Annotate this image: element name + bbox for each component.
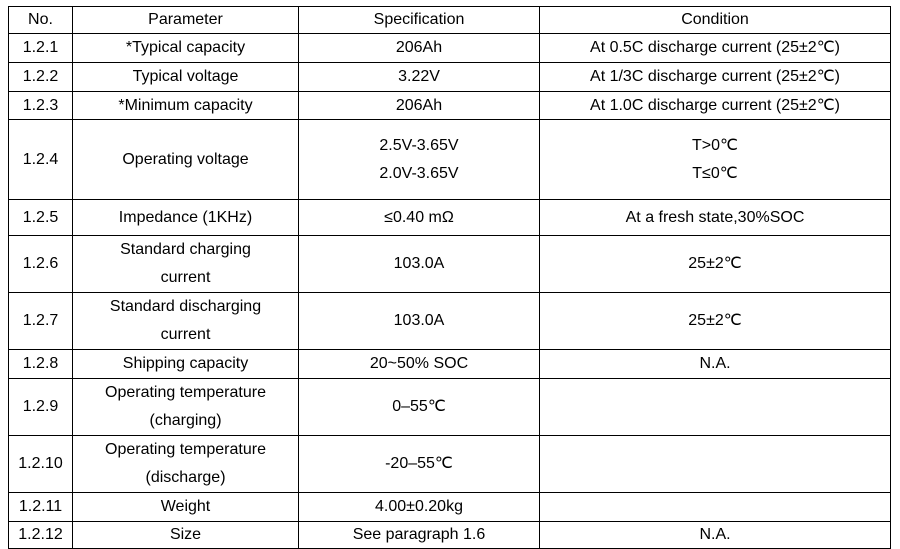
cell-specification-text: 206Ah (395, 96, 443, 114)
header-condition: Condition (540, 7, 891, 34)
cell-condition (540, 63, 891, 92)
cell-condition-text: At a fresh state,30%SOC (625, 208, 805, 226)
cell-specification (299, 379, 540, 436)
cell-no: 1.2.11 (9, 493, 73, 522)
cell-specification-text: 206Ah (395, 39, 443, 56)
cell-parameter-text: Operating temperature (105, 441, 266, 458)
table-row (9, 236, 891, 293)
cell-parameter (73, 436, 299, 493)
cell-parameter-text: Shipping capacity (122, 355, 249, 372)
cell-specification-text: -20–55℃ (385, 455, 453, 472)
cell-no: 1.2.8 (9, 350, 73, 379)
table-row (9, 293, 891, 350)
cell-condition (540, 293, 891, 350)
cell-condition (540, 92, 891, 120)
cell-specification-text: See paragraph 1.6 (352, 526, 486, 543)
table-row (9, 120, 891, 200)
cell-no: 1.2.1 (9, 34, 73, 63)
cell-specification (299, 200, 540, 236)
cell-specification (299, 63, 540, 92)
cell-condition (540, 522, 891, 549)
cell-specification-text: 2.0V-3.65V (379, 164, 459, 182)
specification-table (8, 6, 891, 549)
cell-specification (299, 120, 540, 200)
cell-no: 1.2.4 (9, 120, 73, 200)
header-row (9, 7, 891, 34)
cell-parameter (73, 379, 299, 436)
cell-specification (299, 436, 540, 493)
table-row (9, 522, 891, 549)
cell-condition-text: 25±2℃ (688, 255, 742, 272)
cell-parameter-text: current (160, 269, 211, 286)
header-no: No. (9, 7, 73, 34)
cell-specification-text: 20~50% SOC (369, 355, 469, 372)
cell-condition (540, 493, 891, 522)
cell-condition-text: At 0.5C discharge current (25±2℃) (590, 39, 840, 56)
cell-no: 1.2.9 (9, 379, 73, 436)
cell-specification-text: 4.00±0.20kg (375, 498, 463, 515)
cell-parameter (73, 200, 299, 236)
cell-no: 1.2.2 (9, 63, 73, 92)
cell-condition-text: T≤0℃ (692, 164, 738, 182)
cell-no: 1.2.6 (9, 236, 73, 293)
table-row (9, 34, 891, 63)
cell-no: 1.2.5 (9, 200, 73, 236)
cell-condition-text: At 1.0C discharge current (25±2℃) (590, 96, 840, 114)
cell-no: 1.2.3 (9, 92, 73, 120)
cell-parameter (73, 293, 299, 350)
cell-no: 1.2.12 (9, 522, 73, 549)
cell-parameter-text: *Minimum capacity (118, 96, 253, 114)
cell-condition-text: T>0℃ (692, 136, 738, 154)
cell-parameter (73, 236, 299, 293)
cell-condition (540, 120, 891, 200)
cell-condition (540, 200, 891, 236)
cell-condition-text: At 1/3C discharge current (25±2℃) (590, 68, 840, 85)
cell-parameter-text: Weight (160, 498, 211, 515)
cell-parameter-text: *Typical capacity (125, 39, 246, 56)
cell-parameter-text: (discharge) (145, 469, 226, 486)
cell-specification (299, 34, 540, 63)
cell-specification-text: 2.5V-3.65V (379, 136, 459, 154)
cell-parameter (73, 522, 299, 549)
table-body (9, 34, 891, 549)
table-row (9, 63, 891, 92)
cell-no: 1.2.10 (9, 436, 73, 493)
cell-parameter-text: Standard charging (120, 241, 251, 258)
table-row (9, 493, 891, 522)
cell-parameter-text: Typical voltage (132, 68, 239, 85)
table-row (9, 436, 891, 493)
cell-specification (299, 92, 540, 120)
cell-parameter (73, 34, 299, 63)
cell-parameter-text: Size (169, 526, 202, 543)
header-specification: Specification (299, 7, 540, 34)
table-row (9, 379, 891, 436)
cell-parameter (73, 120, 299, 200)
cell-parameter-text: Standard discharging (109, 298, 262, 315)
cell-specification-text: 0–55℃ (392, 398, 446, 415)
table-row (9, 92, 891, 120)
cell-parameter-text: (charging) (149, 412, 222, 429)
cell-specification-text: 103.0A (393, 255, 445, 272)
cell-parameter-text: current (160, 326, 211, 343)
cell-specification-text: ≤0.40 mΩ (384, 208, 454, 226)
cell-parameter (73, 350, 299, 379)
cell-parameter-text: Operating voltage (122, 150, 249, 168)
cell-condition-text: N.A. (699, 355, 731, 372)
cell-specification (299, 522, 540, 549)
cell-condition (540, 34, 891, 63)
header-parameter: Parameter (73, 7, 299, 34)
cell-specification (299, 236, 540, 293)
cell-condition (540, 436, 891, 493)
cell-condition-text: 25±2℃ (688, 312, 742, 329)
cell-parameter (73, 63, 299, 92)
cell-specification-text: 103.0A (393, 312, 445, 329)
cell-no: 1.2.7 (9, 293, 73, 350)
cell-specification (299, 350, 540, 379)
cell-parameter-text: Impedance (1KHz) (118, 208, 253, 226)
cell-specification (299, 293, 540, 350)
cell-specification-text: 3.22V (398, 68, 440, 85)
table-row (9, 200, 891, 236)
cell-condition (540, 236, 891, 293)
cell-condition-text: N.A. (699, 526, 731, 543)
cell-parameter-text: Operating temperature (105, 384, 266, 401)
table-row (9, 350, 891, 379)
cell-specification (299, 493, 540, 522)
cell-parameter (73, 92, 299, 120)
cell-condition (540, 379, 891, 436)
cell-parameter (73, 493, 299, 522)
cell-condition (540, 350, 891, 379)
